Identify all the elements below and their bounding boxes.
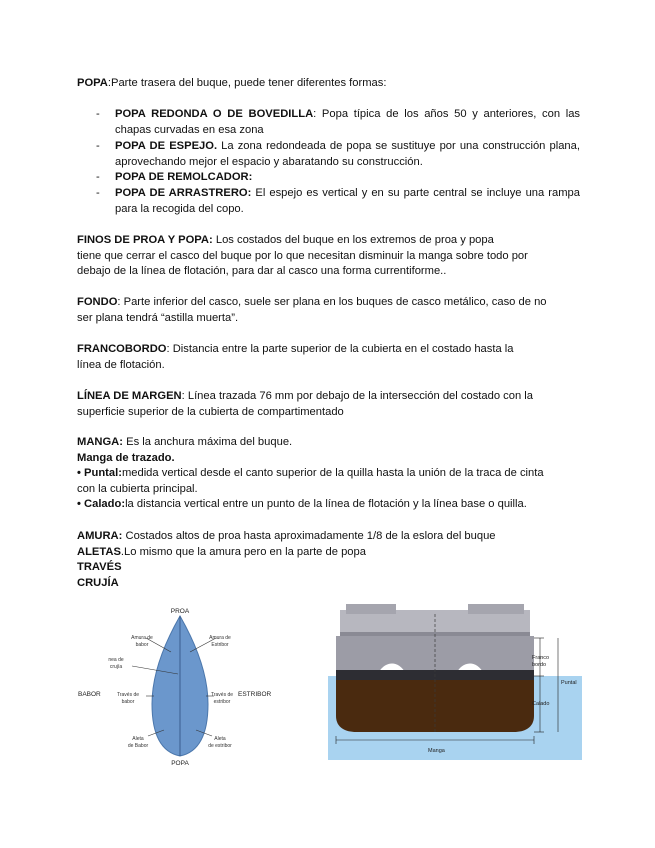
manga-term: MANGA: bbox=[77, 436, 123, 448]
list-dash: - bbox=[96, 171, 100, 183]
label-linea-crujia: nea de bbox=[108, 657, 124, 663]
list-item-term: POPA REDONDA O DE BOVEDILLA bbox=[115, 108, 314, 120]
label-aleta-estribor: Aleta bbox=[214, 736, 226, 742]
label-traves-babor: babor bbox=[121, 699, 135, 705]
label-amura-estribor: Estribor bbox=[211, 642, 229, 648]
amura-text: Costados altos de proa hasta aproximadamente 1/8 de la eslora del buque bbox=[122, 530, 496, 542]
label-manga: Manga bbox=[428, 748, 445, 754]
amura-paragraph bbox=[77, 529, 579, 591]
amura-term: AMURA: bbox=[77, 530, 123, 542]
superstructure bbox=[468, 604, 524, 614]
fondo-term: FONDO bbox=[77, 296, 118, 308]
aletas-text: .Lo mismo que la amura pero en la parte de popa bbox=[120, 545, 366, 558]
popa-term: POPA bbox=[77, 77, 108, 89]
francobordo-term: FRANCOBORDO bbox=[77, 343, 167, 355]
traves-term: TRAVÉS bbox=[77, 561, 122, 573]
puntal-text: medida vertical desde el canto superior de la quilla hasta la unión de la traca de cinta bbox=[121, 467, 544, 479]
finos-paragraph bbox=[77, 233, 579, 280]
list-item bbox=[96, 186, 580, 217]
finos-term: FINOS DE PROA Y POPA: bbox=[77, 234, 213, 246]
aletas-term: ALETAS bbox=[77, 545, 121, 558]
list-item bbox=[96, 170, 580, 186]
manga-paragraph bbox=[77, 435, 579, 513]
francobordo-paragraph bbox=[77, 342, 579, 373]
manga-trazado: Manga de trazado. bbox=[77, 451, 175, 464]
label-traves-estribor: estribor bbox=[213, 699, 231, 705]
label-franco-bordo: bordo bbox=[532, 662, 547, 668]
francobordo-line: : Distancia entre la parte superior de la cubierta en el costado hasta la bbox=[166, 343, 514, 355]
finos-line: Los costados del buque en los extremos de proa y popa bbox=[212, 234, 494, 246]
label-proa: PROA bbox=[170, 608, 190, 615]
label-amura-babor: babor bbox=[135, 642, 149, 648]
linea-margen-paragraph bbox=[77, 389, 579, 420]
popa-paragraph bbox=[77, 76, 579, 92]
label-puntal: Puntal bbox=[561, 680, 577, 686]
ship-top-view-diagram bbox=[76, 604, 288, 768]
list-dash: - bbox=[96, 108, 100, 120]
list-item-text: El espejo es vertical y en su parte central se incluye una rampa para la recogida del copo. bbox=[115, 187, 580, 215]
fondo-line: ser plana tendrá “astilla muerta”. bbox=[77, 311, 239, 324]
linea-margen-line: superficie superior de la cubierta de compartimentado bbox=[77, 405, 344, 418]
manga-text: Es la anchura máxima del buque. bbox=[123, 436, 293, 448]
label-linea-crujia: crujía bbox=[109, 664, 123, 670]
crujia-term: CRUJÍA bbox=[77, 576, 119, 589]
list-item-term: POPA DE REMOLCADOR: bbox=[115, 171, 253, 183]
label-calado: Calado bbox=[532, 701, 550, 707]
list-dash: - bbox=[96, 187, 100, 199]
list-item-text: : Popa típica de los años 50 y anteriores, con las chapas curvadas en esa zona bbox=[115, 108, 581, 136]
puntal-text: con la cubierta principal. bbox=[77, 482, 198, 495]
superstructure bbox=[346, 604, 396, 614]
list-item-term: POPA DE ESPEJO. bbox=[115, 140, 218, 152]
finos-line: tiene que cerrar el casco del buque por lo que necesitan disminuir la manga sobre todo por bbox=[77, 249, 528, 262]
label-estribor: ESTRIBOR bbox=[238, 691, 272, 698]
label-aleta-babor: Aleta bbox=[132, 736, 144, 742]
ship-section-diagram bbox=[328, 604, 582, 760]
label-amura-estribor: Amura de bbox=[209, 635, 231, 641]
puntal-term: • Puntal: bbox=[77, 467, 122, 479]
list-item bbox=[96, 139, 580, 170]
label-aleta-estribor: de estribor bbox=[208, 743, 232, 749]
list-item-term: POPA DE ARRASTRERO: bbox=[115, 187, 252, 199]
francobordo-line: línea de flotación. bbox=[77, 358, 165, 371]
calado-text: la distancia vertical entre un punto de la línea de flotación y la línea base o quilla. bbox=[125, 498, 527, 510]
finos-line: debajo de la línea de flotación, para dar al casco una forma currentiforme.. bbox=[77, 265, 447, 277]
label-amura-babor: Amura de bbox=[131, 635, 153, 641]
linea-margen-term: LÍNEA DE MARGEN bbox=[77, 390, 182, 402]
label-franco-bordo: Franco bbox=[532, 655, 550, 661]
label-babor: BABOR bbox=[78, 691, 101, 698]
fondo-paragraph bbox=[77, 295, 579, 326]
label-traves-babor: Través de bbox=[116, 692, 140, 698]
popa-text: :Parte trasera del buque, puede tener diferentes formas: bbox=[107, 77, 387, 89]
label-aleta-babor: de Babor bbox=[127, 743, 149, 749]
label-traves-estribor: Través de bbox=[210, 692, 234, 698]
list-dash: - bbox=[96, 140, 100, 152]
fondo-line: : Parte inferior del casco, suele ser plana en los buques de casco metálico, caso de no bbox=[117, 296, 547, 308]
calado-term: • Calado: bbox=[77, 498, 126, 510]
linea-margen-line: : Línea trazada 76 mm por debajo de la intersección del costado con la bbox=[181, 390, 534, 402]
list-item-text: La zona redondeada de popa se sustituye por una construcción plana, aprovechando mejor el espacio y abaratando su construcción. bbox=[115, 140, 580, 168]
list-item bbox=[96, 107, 580, 138]
label-popa: POPA bbox=[171, 760, 189, 767]
